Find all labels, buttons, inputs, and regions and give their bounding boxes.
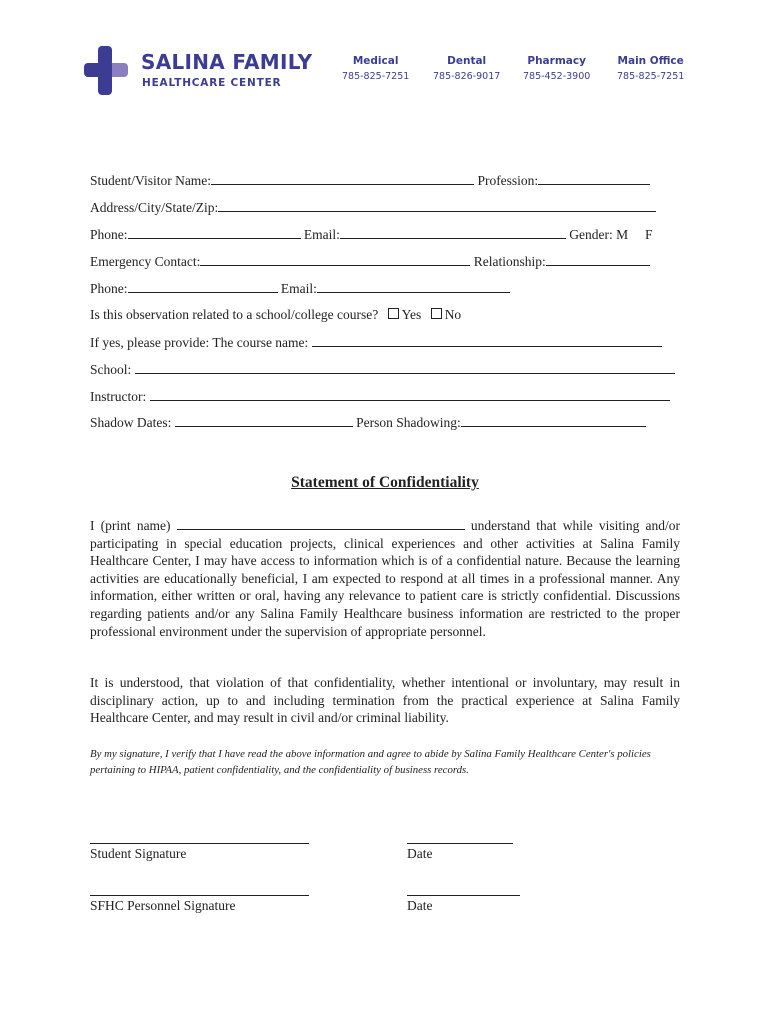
cross-logo-icon [84,46,134,96]
contact-phone: 785-826-9017 [433,71,501,82]
contact-phone: 785-825-7251 [617,71,685,82]
phone-field[interactable] [128,226,301,239]
emergency-email-field[interactable] [317,280,510,293]
student-signature-line[interactable] [90,842,309,844]
row-course-question [90,307,461,323]
instructor-field[interactable] [150,388,670,401]
contact-dental [433,55,500,82]
personnel-signature-label: SFHC Personnel Signature [90,898,236,913]
no-label: No [444,307,462,322]
shadow-dates-field[interactable] [175,414,353,427]
row-emergency [90,253,650,270]
brand-subtitle: HEALTHCARE CENTER [142,77,282,89]
contact-medical [342,55,409,82]
row-school [90,361,675,378]
course-name-field[interactable] [312,334,662,347]
profession-label: Profession: [477,173,539,188]
email-label: Email: [303,227,340,242]
school-label: School: [90,362,132,377]
course-name-label: If yes, please provide: The course name: [90,335,309,350]
statement-paragraph-2: It is understood, that violation of that confidentiality, whether intentional or involuntary, may result in disciplinary action, up to and including termination from the practical experience at Salina Family Healthcare Center, and may result in civil and/or criminal liability. [90,675,680,726]
emergency-phone-label: Phone: [90,281,128,296]
profession-field[interactable] [538,172,650,185]
date-label-1: Date [407,846,433,861]
contact-pharmacy [523,55,590,82]
contact-label: Pharmacy [527,55,586,67]
row-course-name [90,334,662,351]
student-signature-label: Student Signature [90,846,187,861]
date-line-1[interactable] [407,842,513,844]
emergency-phone-field[interactable] [128,280,278,293]
row-shadow [90,414,646,431]
contact-phone: 785-452-3900 [523,71,591,82]
contact-label: Main Office [617,55,684,67]
gender-m-option[interactable]: M [616,227,629,242]
print-name-field[interactable] [177,517,465,530]
statement-paragraph-1-text: understand that while visiting and/or participating in special education projects, clinical experiences and other activities at Salina Family Healthcare Center, I may have access to information which is of a confidential nature. Because the learning activities are educationally beneficial, I am expected to respond at all times in a professional manner. Any information, either written or oral, having any relevance to patient care is strictly confidential. Discussions regarding patients and/or any Salina Family Healthcare business information are restricted to the proper professional environment under the supervision of appropriate personnel. [90,518,681,639]
contact-label: Dental [447,55,487,67]
relationship-field[interactable] [546,253,650,266]
statement-title: Statement of Confidentiality [291,474,479,491]
contact-label: Medical [352,55,399,67]
row-phone-email-gender [90,226,653,243]
emergency-email-label: Email: [280,281,317,296]
school-field[interactable] [135,361,675,374]
shadow-dates-label: Shadow Dates: [90,415,172,430]
row-address [90,199,656,216]
signature-verification-note: By my signature, I verify that I have read the above information and agree to abide by Salina Family Healthcare Center's policies pertaining to HIPAA, patient confidentiality, and the confidentiality of business records. [90,748,651,776]
person-shadowing-field[interactable] [461,414,646,427]
instructor-label: Instructor: [90,389,147,404]
relationship-label: Relationship: [473,254,546,269]
phone-label: Phone: [90,227,128,242]
contact-phone: 785-825-7251 [342,71,410,82]
row-phone2-email2 [90,280,510,297]
no-checkbox[interactable] [431,308,442,319]
statement-paragraph-1 [90,517,680,640]
date-label-2: Date [407,898,433,913]
address-field[interactable] [218,199,656,212]
student-visitor-name-label: Student/Visitor Name: [90,173,212,188]
gender-label: Gender: [569,227,613,242]
row-instructor [90,388,670,405]
gender-f-option[interactable]: F [645,227,653,242]
date-line-2[interactable] [407,894,520,896]
print-name-label: I (print name) [90,518,171,533]
yes-checkbox[interactable] [388,308,399,319]
address-label: Address/City/State/Zip: [90,200,219,215]
student-visitor-name-field[interactable] [211,172,474,185]
brand-name: SALINA FAMILY [141,50,313,74]
yes-label: Yes [401,307,422,322]
course-question-label: Is this observation related to a school/college course? [90,307,379,322]
row-name-profession [90,172,650,189]
letterhead [84,44,684,100]
contact-main-office [617,55,684,82]
personnel-signature-line[interactable] [90,894,309,896]
email-field[interactable] [340,226,566,239]
person-shadowing-label: Person Shadowing: [356,415,461,430]
emergency-contact-field[interactable] [200,253,470,266]
emergency-contact-label: Emergency Contact: [90,254,201,269]
